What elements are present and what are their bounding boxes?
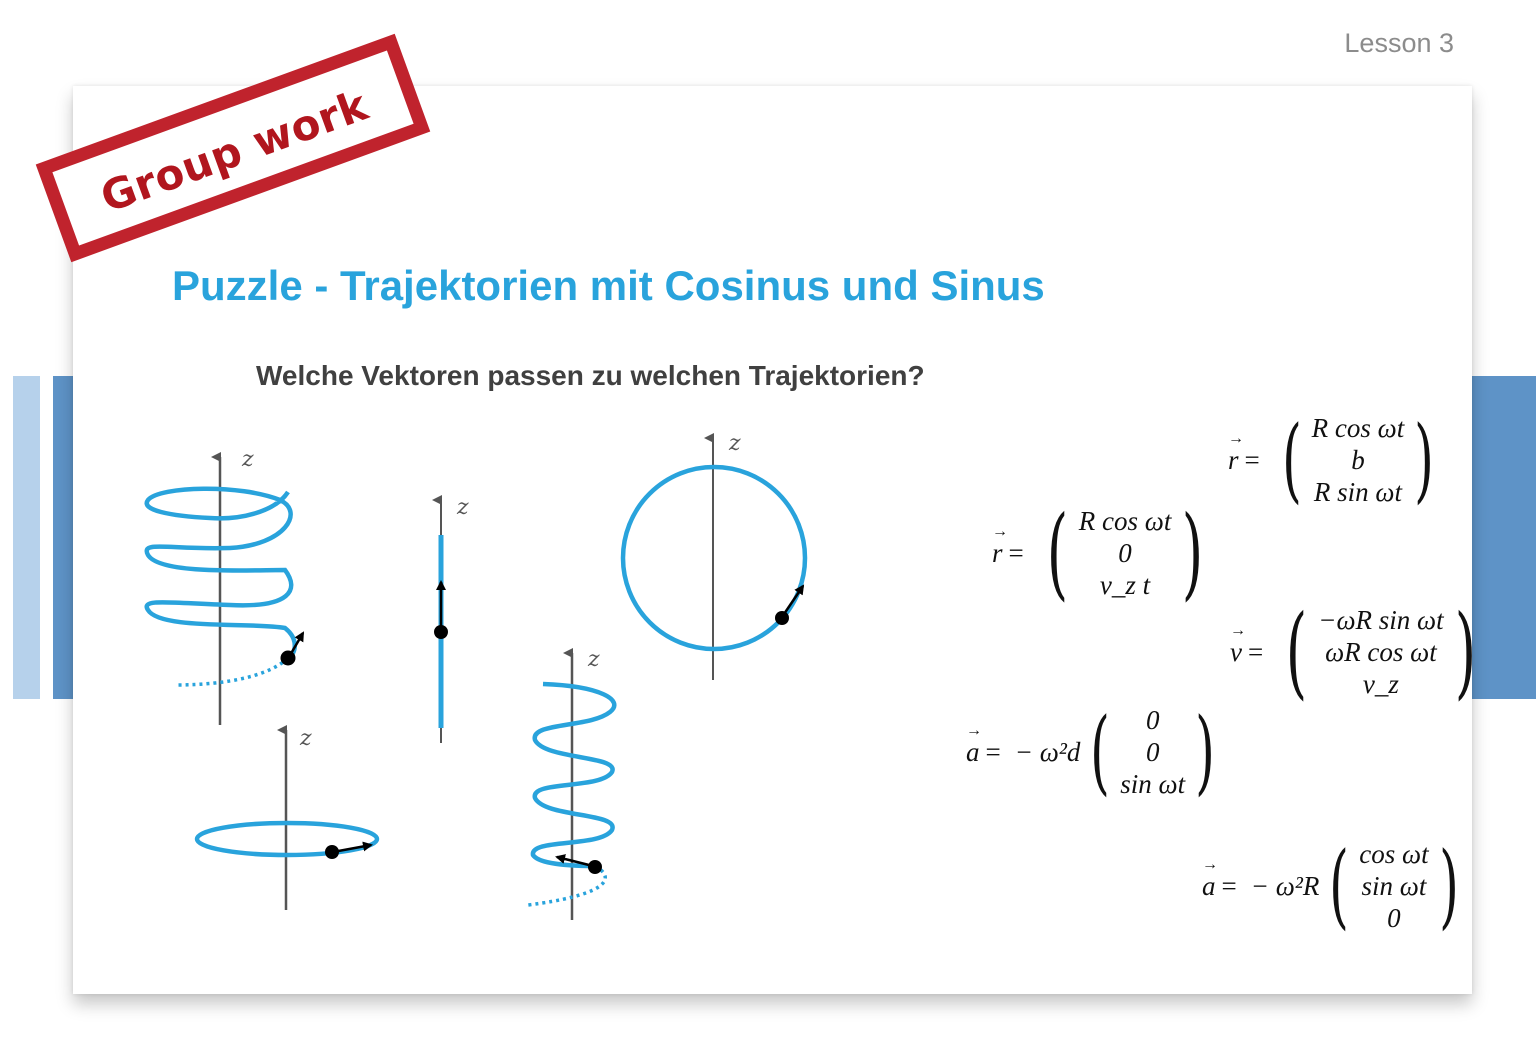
particle-dot: [775, 611, 789, 625]
eq-lhs: → r: [992, 538, 1003, 569]
stamp-text: Group work: [94, 80, 375, 223]
eq-lhs: → r: [1228, 445, 1239, 476]
figure-vertical-circle: [623, 431, 805, 680]
eq-row: cos ωt: [1359, 839, 1429, 869]
eq-row: ωR cos ωt: [1325, 637, 1437, 667]
equation-r-vz: → r = ( R cos ωt 0 v_z t ): [992, 503, 1212, 603]
eq-prefix: − ω²d: [1014, 736, 1081, 767]
particle-dot: [281, 651, 296, 666]
equation-a-r: → a = − ω²R ( cos ωt sin ωt 0 ): [1202, 838, 1466, 934]
figure-helix: [147, 447, 303, 725]
eq-row: sin ωt: [1361, 871, 1427, 901]
figure-horizontal-circle: [197, 726, 377, 910]
eq-row: 0: [1145, 737, 1160, 767]
sine-path: [533, 684, 614, 866]
particle-dot: [434, 625, 448, 639]
eq-row: 0: [1387, 903, 1401, 933]
slide-title: Puzzle - Trajektorien mit Cosinus und Sinus: [172, 262, 1045, 309]
eq-row: 0: [1118, 538, 1132, 568]
eq-row: R sin ωt: [1313, 477, 1402, 507]
figure-line: [434, 495, 469, 743]
eq-row: R cos ωt: [1078, 506, 1172, 536]
equation-v: → v = ( −ωR sin ωt ωR cos ωt v_z ): [1230, 602, 1485, 702]
z-axis-label: z: [457, 495, 469, 520]
figure-sine-helix: [528, 647, 614, 920]
eq-lhs: → a: [966, 737, 980, 768]
z-axis-label: z: [729, 431, 741, 456]
eq-lhs: → a: [1202, 871, 1216, 902]
helix-dotted-tail: [175, 658, 288, 685]
eq-row: 0: [1145, 705, 1160, 735]
z-axis-label: z: [300, 726, 312, 751]
eq-row: sin ωt: [1120, 769, 1186, 799]
equation-a-d: → a = − ω²d ( 0 0 sin ωt ): [966, 704, 1223, 800]
lesson-label: Lesson 3: [1344, 28, 1454, 58]
slide-question: Welche Vektoren passen zu welchen Trajektorien?: [256, 360, 925, 391]
eq-row: v_z t: [1099, 570, 1151, 600]
eq-row: v_z: [1362, 669, 1399, 699]
eq-lhs: → v: [1230, 637, 1242, 668]
eq-row: −ωR sin ωt: [1318, 605, 1444, 635]
z-axis-label: z: [242, 447, 254, 472]
eq-prefix: − ω²R: [1250, 870, 1320, 901]
particle-dot: [588, 860, 602, 874]
equation-r-b: → r = ( R cos ωt b R sin ωt ): [1228, 412, 1442, 508]
eq-row: b: [1351, 445, 1365, 475]
z-axis-label: z: [588, 647, 600, 672]
eq-row: R cos ωt: [1311, 413, 1405, 443]
particle-dot: [325, 845, 339, 859]
